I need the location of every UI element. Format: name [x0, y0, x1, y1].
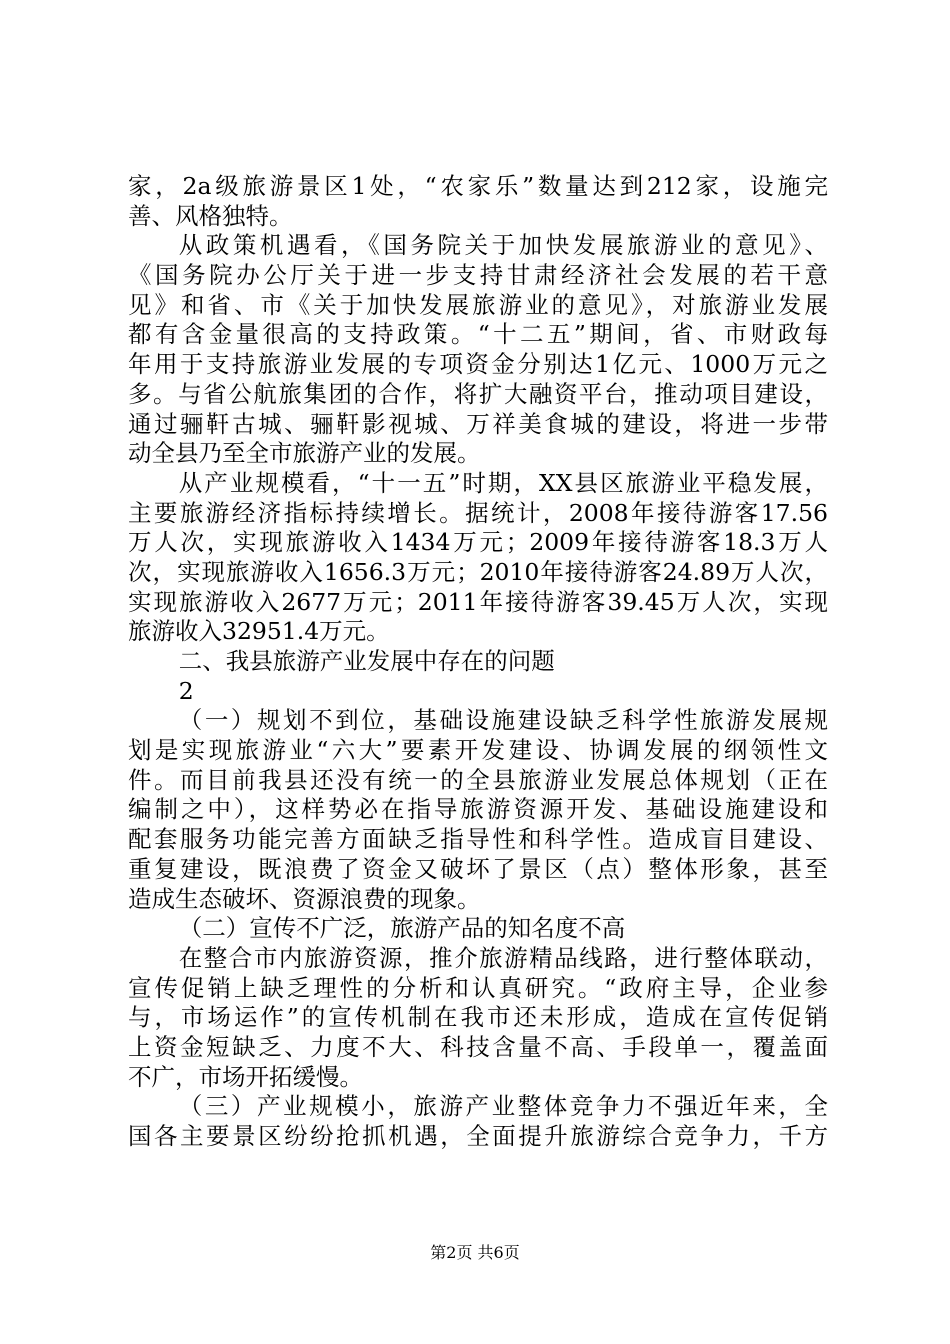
text-line: 不广，市场开拓缓慢。 — [128, 1062, 363, 1091]
text-line: 从产业规模看，“十一五”时期，XX县区旅游业平稳发展， — [178, 468, 828, 497]
text-line: 主要旅游经济指标持续增长。据统计，2008年接待游客17.56 — [128, 498, 828, 527]
text-line: 2 — [178, 676, 194, 705]
page-footer: 第2页 共6页 — [430, 1243, 520, 1262]
text-line: 从政策机遇看，《国务院关于加快发展旅游业的意见》、 — [178, 231, 828, 260]
text-line: （一）规划不到位，基础设施建设缺乏科学性旅游发展规 — [178, 706, 828, 735]
document-body — [128, 172, 828, 1152]
text-line: （二）宣传不广泛，旅游产品的知名度不高 — [178, 914, 626, 943]
text-line: 万人次，实现旅游收入1434万元；2009年接待游客18.3万人 — [128, 528, 828, 557]
text-line: 划是实现旅游业“六大”要素开发建设、协调发展的纲领性文 — [128, 736, 828, 765]
text-line: 次，实现旅游收入1656.3万元；2010年接待游客24.89万人次， — [128, 557, 828, 586]
text-line: 二、我县旅游产业发展中存在的问题 — [178, 647, 555, 675]
text-line: 实现旅游收入2677万元；2011年接待游客39.45万人次，实现 — [128, 587, 828, 616]
text-line: 旅游收入32951.4万元。 — [128, 617, 390, 646]
text-line: 年用于支持旅游业发展的专项资金分别达1亿元、1000万元之 — [128, 350, 828, 379]
text-line: 上资金短缺乏、力度不大、科技含量不高、手段单一，覆盖面 — [128, 1032, 828, 1061]
text-line: 动全县乃至全市旅游产业的发展。 — [128, 439, 481, 468]
text-line: 重复建设，既浪费了资金又破坏了景区（点）整体形象，甚至 — [128, 854, 828, 883]
text-line: 与，市场运作”的宣传机制在我市还未形成，造成在宣传促销 — [128, 1003, 828, 1032]
text-line: 配套服务功能完善方面缺乏指导性和科学性。造成盲目建设、 — [128, 825, 828, 854]
text-line: 多。与省公航旅集团的合作，将扩大融资平台，推动项目建设， — [128, 379, 828, 408]
text-line: 造成生态破坏、资源浪费的现象。 — [128, 884, 481, 913]
text-line: 见》和省、市《关于加快发展旅游业的意见》，对旅游业发展 — [128, 290, 828, 319]
text-line: 宣传促销上缺乏理性的分析和认真研究。“政府主导，企业参 — [128, 973, 828, 1002]
text-line: 善、风格独特。 — [128, 201, 293, 230]
text-line: 《国务院办公厅关于进一步支持甘肃经济社会发展的若干意 — [128, 261, 828, 290]
text-line: 都有含金量很高的支持政策。“十二五”期间，省、市财政每 — [128, 320, 828, 349]
text-line: 国各主要景区纷纷抢抓机遇，全面提升旅游综合竞争力，千方 — [128, 1122, 828, 1150]
text-line: 通过骊靬古城、骊靬影视城、万祥美食城的建设，将进一步带 — [128, 409, 828, 438]
text-line: 在整合市内旅游资源，推介旅游精品线路，进行整体联动， — [178, 943, 828, 972]
text-line: （三）产业规模小，旅游产业整体竞争力不强近年来，全 — [178, 1092, 828, 1121]
text-line: 编制之中），这样势必在指导旅游资源开发、基础设施建设和 — [128, 795, 828, 824]
text-line: 家，2a级旅游景区1处，“农家乐”数量达到212家，设施完 — [128, 172, 828, 200]
text-line: 件。而目前我县还没有统一的全县旅游业发展总体规划（正在 — [128, 765, 828, 794]
